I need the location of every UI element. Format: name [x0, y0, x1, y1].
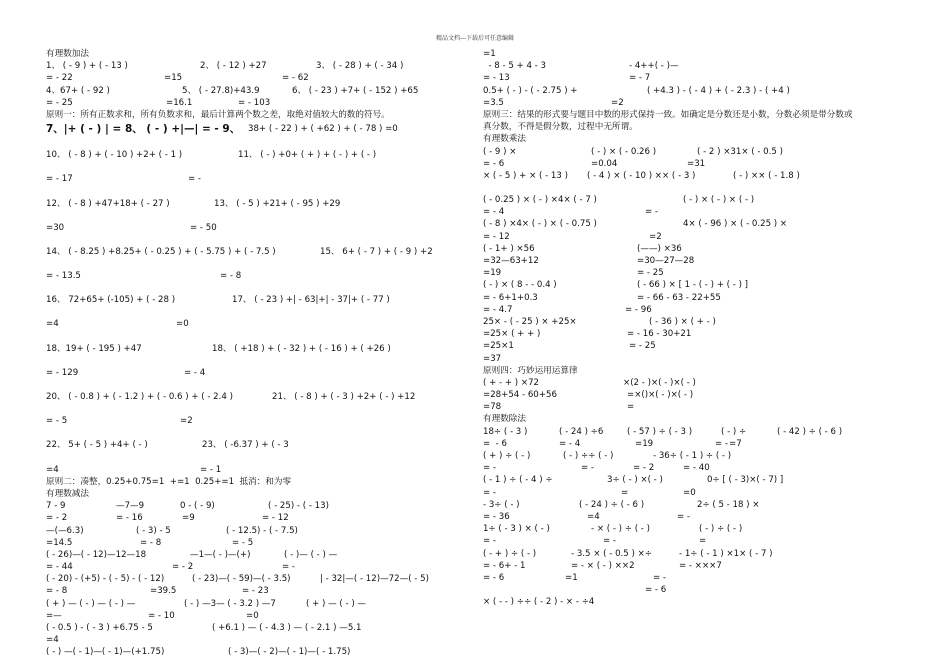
answer-line	[46, 415, 466, 427]
expression-text: 1、 ( - 9 ) + ( - 13 )	[46, 61, 128, 72]
expression-text: =4	[587, 511, 600, 522]
expression-text: = - 4	[483, 207, 505, 218]
expression-text: ( - ) ÷÷ ( - )	[563, 451, 614, 461]
principle-one	[46, 109, 466, 121]
expression-text: =	[627, 402, 635, 413]
answer-line	[483, 72, 923, 84]
answer-line	[483, 353, 923, 365]
problem-line	[483, 194, 923, 206]
problem-line	[46, 646, 466, 658]
expression-text: ( - 23)—( - 59)—( - 3.5)	[192, 574, 291, 585]
expression-text: =0	[176, 319, 189, 330]
expression-text: —1—( - )—(+)	[190, 549, 251, 560]
problem-line	[46, 246, 466, 258]
answer-line	[483, 206, 923, 218]
expression-text: = - × ( - ) ××2	[571, 560, 635, 571]
answer-line	[483, 389, 923, 401]
problem-line	[46, 294, 466, 306]
expression-text: =14.5	[46, 537, 73, 548]
expression-text: = - 96	[625, 304, 652, 315]
expression-text: 有理数除法	[483, 414, 526, 425]
problem-line	[483, 316, 923, 328]
expression-text: ( - 9 ) ×	[483, 146, 517, 157]
section-heading-multiplication	[483, 133, 923, 145]
problem-line	[483, 474, 923, 486]
problem-line	[46, 500, 466, 512]
expression-text: = - 4	[559, 438, 581, 449]
expression-text: 3、 ( - 28 ) + ( - 34 )	[316, 61, 404, 72]
answer-line	[483, 511, 923, 523]
principle-four	[483, 365, 923, 377]
answer-line	[483, 584, 923, 596]
expression-text: = -	[282, 562, 296, 573]
expression-text: =	[621, 487, 629, 498]
expression-text: = - 6	[483, 438, 507, 449]
expression-text: 38+ ( - 22 ) + ( +62 ) + ( - 78 ) =0	[248, 124, 398, 135]
expression-text: 15、 6+ ( - 7 ) + ( - 9 ) +2	[320, 246, 433, 257]
answer-line	[483, 438, 923, 450]
expression-text: - 8 - 5 + 4 - 3	[483, 61, 546, 72]
expression-text: =31	[687, 158, 706, 169]
expression-text: ( - 25) - ( - 13)	[268, 501, 329, 512]
problem-line	[483, 85, 923, 97]
problem-line	[483, 60, 923, 72]
expression-text: =39.5	[150, 586, 177, 597]
expression-text: ( - ) × ( - ) × ( - )	[683, 195, 755, 206]
expression-text: ( - 42 ) ÷ ( - 6 )	[777, 426, 843, 437]
answer-line	[46, 270, 466, 282]
expression-text: = -	[483, 463, 497, 474]
expression-text: = - 44	[46, 562, 73, 573]
expression-text: = -	[603, 536, 617, 547]
problem-line	[483, 279, 923, 291]
expression-text: = - 12	[262, 513, 289, 524]
answer-line	[483, 572, 923, 584]
answer-line	[46, 72, 466, 84]
expression-text: ( - ) ÷ ( - )	[699, 524, 743, 535]
answer-line	[46, 367, 466, 379]
expression-text: = - 8	[220, 271, 242, 282]
expression-text: = - 50	[190, 222, 217, 233]
expression-text: =4	[46, 464, 59, 475]
expression-text: —7—9	[116, 501, 145, 512]
problem-line	[483, 146, 923, 158]
expression-text: =0.04	[591, 158, 618, 169]
expression-text: ( +4.3 ) - ( - 4 ) + ( - 2.3 ) - ( +4 )	[647, 85, 790, 96]
expression-text: 25× - ( - 25 ) × +25×	[483, 316, 577, 327]
answer-line	[46, 585, 466, 597]
expression-text: = -	[188, 174, 202, 185]
expression-text: 16、 72+65+ (-105) + ( - 28 )	[46, 295, 176, 306]
expression-text: ( + ) ÷ ( - )	[483, 451, 531, 461]
expression-text: = - 5	[46, 416, 68, 427]
expression-text: 2÷ ( 5 - 18 ) ×	[697, 499, 760, 510]
expression-text: =0	[246, 610, 259, 621]
right-column	[483, 48, 923, 608]
answer-line	[46, 464, 466, 476]
expression-text: 21、 ( - 8 ) + ( - 3 ) +2+ ( - ) +12	[272, 392, 416, 402]
answer-line	[483, 328, 923, 340]
expression-text: =25× ( + + )	[483, 329, 541, 340]
expression-text: 18、19+ ( - 195 ) +47	[46, 343, 142, 354]
problem-line	[46, 598, 466, 610]
expression-text: ( - 66 ) × [ 1 - ( - ) + ( - ) ]	[637, 280, 749, 291]
answer-line	[46, 537, 466, 549]
expression-text: 原则四：巧妙运用运算律	[483, 365, 578, 376]
expression-text: =16.1	[166, 97, 193, 108]
expression-text: ( - 24 ) ÷ ( - 6 )	[579, 499, 645, 510]
expression-text: ( - 0.5 ) - ( - 3 ) +6.75 - 5	[46, 623, 153, 633]
expression-text: =1	[565, 572, 578, 583]
expression-text: 17、 ( - 23 ) +| - 63|+| - 37|+ ( - 77 )	[232, 295, 390, 306]
expression-text: =30—27—28	[637, 256, 695, 266]
expression-text: = - 2	[172, 562, 194, 573]
expression-text: =25×1	[483, 341, 514, 352]
expression-text: 真分数，不得是假分数，过程中无所谓。	[483, 122, 638, 133]
expression-text: 0.5+ ( - ) - ( - 2.75 ) +	[483, 85, 578, 96]
expression-text: = -	[645, 207, 659, 218]
expression-text: 0÷ [ ( - 3)×( - 7) ]	[707, 475, 784, 486]
answer-line	[483, 255, 923, 267]
expression-text: = - 5	[232, 537, 254, 548]
expression-text: 2、 ( - 12 ) +27	[200, 61, 267, 72]
section-heading-subtraction	[46, 488, 466, 500]
expression-text: = - 13.5	[46, 271, 81, 282]
problem-line	[46, 343, 466, 355]
expression-text: 10、 ( - 8 ) + ( - 10 ) +2+ ( - 1 )	[46, 150, 183, 161]
expression-text: =	[699, 536, 707, 547]
expression-text: ( - 1 ) ÷ ( - 4 ) ÷	[483, 475, 553, 486]
expression-text: ( - 1+ ) ×56	[483, 243, 535, 254]
expression-text: = -	[677, 511, 691, 522]
expression-text: 原则一：所有正数求和，所有负数求和，最后计算两个数之差，取绝对值较大的数的符号。	[46, 109, 390, 120]
expression-text: 4、67+ ( - 92 )	[46, 85, 110, 96]
problem-line	[483, 170, 923, 182]
expression-text: 18、 ( +18 ) + ( - 32 ) + ( - 16 ) + ( +26 )	[212, 343, 391, 354]
expression-text: ( + ) — ( - ) — ( - ) —	[46, 598, 136, 609]
expression-text: 0 - ( - 9)	[180, 501, 215, 512]
problem-line	[46, 198, 466, 210]
expression-text: 20、 ( - 0.8 ) + ( - 1.2 ) + ( - 0.6 ) + ( - 2.4 )	[46, 392, 233, 402]
expression-text: =7	[729, 438, 742, 449]
principle-three	[483, 109, 923, 121]
answer-line	[483, 231, 923, 243]
expression-text: =2	[180, 416, 193, 427]
expression-text: = - 25	[629, 341, 656, 352]
problem-line	[483, 548, 923, 560]
expression-text: = -	[653, 572, 667, 583]
expression-text: - 1÷ ( - 1 ) ×1× ( - 7 )	[679, 548, 773, 559]
expression-text: × ( - 5 ) + × ( - 13 )	[483, 170, 568, 181]
expression-text: 13、 ( - 5 ) +21+ ( - 95 ) +29	[214, 198, 341, 209]
expression-text: =3.5	[483, 97, 504, 108]
answer-line	[46, 634, 466, 646]
problem-line	[483, 243, 923, 255]
expression-text: - 4++( - )—	[629, 61, 679, 72]
problem-line-large	[46, 121, 466, 137]
expression-text: = - 6+ - 1	[483, 560, 526, 571]
expression-text: =30	[46, 222, 65, 233]
expression-text: ( - 3)—( - 2)—( - 1)—( - 1.75)	[228, 647, 351, 658]
answer-line	[46, 173, 466, 185]
expression-text: 5、 ( - 27.8)+43.9	[182, 85, 260, 96]
expression-text: =9	[182, 513, 195, 524]
problem-line	[46, 391, 466, 403]
expression-text: = - 25	[46, 97, 73, 108]
answer-line	[483, 401, 923, 413]
expression-text: =37	[483, 353, 502, 364]
answer-line	[46, 318, 466, 330]
answer-line	[46, 561, 466, 573]
problem-line	[483, 450, 923, 462]
expression-text: = - 12	[483, 231, 510, 242]
expression-text: 原则三：结果的形式要与题目中数的形式保持一致。如确定是分数还是小数，分数必须是带分数或	[483, 109, 853, 120]
expression-text: = - 2	[46, 513, 68, 524]
expression-text: 有理数乘法	[483, 134, 526, 145]
expression-text: ( - 0.25 ) × ( - ) ×4× ( - 7 )	[483, 195, 597, 206]
answer-line	[46, 512, 466, 524]
expression-text: ( - ) —( - 1)—( - 1)—(+1.75)	[46, 647, 165, 658]
expression-text: = - 8	[46, 586, 68, 597]
expression-text: =0	[683, 487, 696, 498]
expression-text: =15	[164, 73, 183, 84]
expression-text: = - 16 - 30+21	[627, 329, 692, 340]
expression-text: = - 23	[242, 586, 269, 597]
expression-text: = - 36	[483, 511, 510, 522]
expression-text: = - 17	[46, 174, 73, 185]
expression-text: ( - 4 ) × ( - 10 ) ×× ( - 3 )	[587, 170, 696, 181]
problem-line	[46, 622, 466, 634]
expression-text: ( - ) × ( 8 - - 0.4 )	[483, 280, 557, 291]
expression-text: 3÷ ( - ) ×( - )	[607, 475, 663, 486]
problem-line	[46, 549, 466, 561]
expression-text: - × ( - ) ÷ ( - )	[591, 524, 650, 535]
answer-line	[483, 304, 923, 316]
expression-text: 22、 5+ ( - 5 ) +4+ ( - )	[46, 440, 148, 451]
expression-text: =—	[46, 610, 62, 621]
expression-text: ( + - + ) ×72	[483, 377, 540, 388]
expression-text: 18÷ ( - 3 )	[483, 426, 528, 437]
expression-text: = - 22	[46, 73, 73, 84]
expression-text: = - 6+1+0.3	[483, 292, 538, 303]
answer-line	[483, 292, 923, 304]
expression-text: ×(2 - )×( - )×( - )	[623, 377, 696, 388]
expression-text: - 3.5 × ( - 0.5 ) ×÷	[571, 548, 652, 559]
expression-text: = -	[715, 438, 729, 449]
answer-line	[46, 610, 466, 622]
expression-text: ( - ) ÷	[721, 426, 747, 437]
answer-line	[483, 535, 923, 547]
expression-text: - 36÷ ( - 1 ) ÷ ( - )	[653, 451, 732, 461]
problem-line	[483, 499, 923, 511]
answer-line	[46, 222, 466, 234]
expression-text: = -	[581, 463, 595, 474]
expression-text: =78	[483, 402, 502, 413]
problem-line	[46, 149, 466, 161]
expression-text: =2	[611, 97, 624, 108]
expression-text: 14、 ( - 8.25 ) +8.25+ ( - 0.25 ) + ( - 5.75 ) + ( - 7.5 )	[46, 246, 276, 257]
expression-text: ( +6.1 ) — ( - 4.3 ) — ( - 2.1 ) —5.1	[212, 623, 362, 633]
expression-text: 6、 ( - 23 ) +7+ ( - 152 ) +65	[292, 85, 419, 96]
expression-text: = - 8	[140, 537, 162, 548]
expression-text: (——) ×36	[637, 243, 682, 254]
principle-three-continued	[483, 121, 923, 133]
expression-text: = - 66 - 63 - 22+55	[637, 292, 721, 303]
expression-text: | - 32|—( - 12)—72—( - 5)	[320, 574, 429, 585]
expression-text: =1	[483, 49, 496, 59]
expression-text: = - 40	[683, 463, 710, 474]
expression-text: ( - 12.5) - ( - 7.5)	[226, 525, 298, 536]
expression-text: 23、 ( -6.37 ) + ( - 3	[202, 440, 289, 451]
answer-line	[483, 97, 923, 109]
problem-line	[46, 60, 466, 72]
expression-text: ( - + ) ÷ ( - )	[483, 548, 537, 559]
problem-line	[483, 377, 923, 389]
expression-text: =19	[483, 268, 502, 279]
expression-text: = - 129	[46, 367, 79, 378]
expression-text: = - 4	[184, 367, 206, 378]
expression-text: =19	[635, 438, 654, 449]
expression-text: = - 25	[637, 268, 664, 279]
expression-text: ( - 8 ) ×4× ( - ) × ( - 0.75 )	[483, 219, 597, 230]
expression-text: ( - ) × ( - 0.26 )	[591, 146, 657, 157]
expression-text: = - 6	[483, 158, 505, 169]
expression-text: 11、 ( - ) +0+ ( + ) + ( - ) + ( - )	[238, 150, 377, 161]
expression-text: ( - ) —3— ( - 3.2 ) —7	[184, 598, 276, 609]
expression-text: = - 7	[629, 73, 651, 84]
expression-text: =28+54 - 60+56	[483, 390, 557, 401]
expression-text: 7、|+ ( - ) | = 8、 ( - ) +|—| = - 9、	[46, 123, 241, 136]
expression-text: 有理数加法	[46, 49, 89, 59]
expression-text: ( - 36 ) × ( + - )	[649, 316, 716, 327]
expression-text: =4	[46, 635, 59, 646]
expression-text: = - 10	[148, 610, 175, 621]
problem-line	[46, 573, 466, 585]
expression-text: ( - )— ( - ) —	[284, 549, 338, 560]
expression-text: = - 1	[200, 464, 222, 475]
expression-text: 原则二：凑整，0.25+0.75=1 +=1 0.25+=1 抵消：和为零	[46, 476, 292, 487]
page-header: 精品文档---下载后可任意编辑	[435, 35, 515, 42]
expression-text: = - 16	[116, 513, 143, 524]
expression-text: = - 6	[483, 572, 505, 583]
principle-two	[46, 476, 466, 488]
expression-text: ( - 3) - 5	[136, 525, 171, 536]
expression-text: =32—63+12	[483, 256, 539, 266]
expression-text: = - 62	[282, 73, 309, 84]
expression-text: ( - 24 ) ÷6	[559, 426, 604, 437]
expression-text: = - 2	[633, 463, 655, 474]
problem-line	[483, 596, 923, 608]
section-heading-division	[483, 413, 923, 425]
expression-text: 1÷ ( - 3 ) × ( - )	[483, 524, 550, 535]
expression-text: =×()×( - )×( - )	[627, 390, 694, 401]
problem-line	[46, 525, 466, 537]
problem-line	[46, 85, 466, 97]
expression-text: = - 6	[645, 585, 667, 596]
problem-line	[483, 523, 923, 535]
expression-text: ( + ) — ( - ) —	[306, 598, 367, 609]
problem-line	[483, 218, 923, 230]
expression-text: × ( - - ) ÷÷ ( - 2 ) - × - ÷4	[483, 597, 595, 608]
problem-line	[46, 439, 466, 451]
answer-line	[483, 340, 923, 352]
expression-text: = - ×××7	[679, 560, 722, 571]
expression-text: = -	[483, 536, 497, 547]
expression-text: —(—6.3)	[46, 525, 84, 536]
problem-line	[483, 426, 923, 438]
expression-text: =2	[649, 231, 662, 242]
expression-text: ( - ) ×× ( - 1.8 )	[733, 170, 800, 181]
answer-line	[483, 462, 923, 474]
expression-text: 12、 ( - 8 ) +47+18+ ( - 27 )	[46, 198, 170, 209]
answer-line	[483, 48, 923, 60]
answer-line	[46, 97, 466, 109]
expression-text: - 3÷ ( - )	[483, 499, 520, 510]
expression-text: = - 103	[238, 97, 271, 108]
expression-text: = - 13	[483, 73, 510, 84]
expression-text: ( - 26)—( - 12)—12—18	[46, 549, 147, 560]
expression-text: 7 - 9	[46, 501, 66, 512]
answer-line	[483, 158, 923, 170]
answer-line	[483, 267, 923, 279]
expression-text: ( - 57 ) ÷ ( - 3 )	[627, 426, 693, 437]
expression-text: =4	[46, 319, 59, 330]
answer-line	[483, 487, 923, 499]
expression-text: = - 4.7	[483, 304, 513, 315]
expression-text: 有理数减法	[46, 488, 89, 499]
section-heading-addition	[46, 48, 466, 60]
expression-text: ( - 2 ) ×31× ( - 0.5 )	[697, 146, 783, 157]
left-column	[46, 48, 466, 659]
expression-text: = -	[483, 487, 497, 498]
expression-text: ( - 20) - (+5) - ( - 5) - ( - 12)	[46, 574, 165, 585]
expression-text: 4× ( - 96 ) × ( - 0.25 ) ×	[683, 219, 788, 230]
answer-line	[483, 560, 923, 572]
